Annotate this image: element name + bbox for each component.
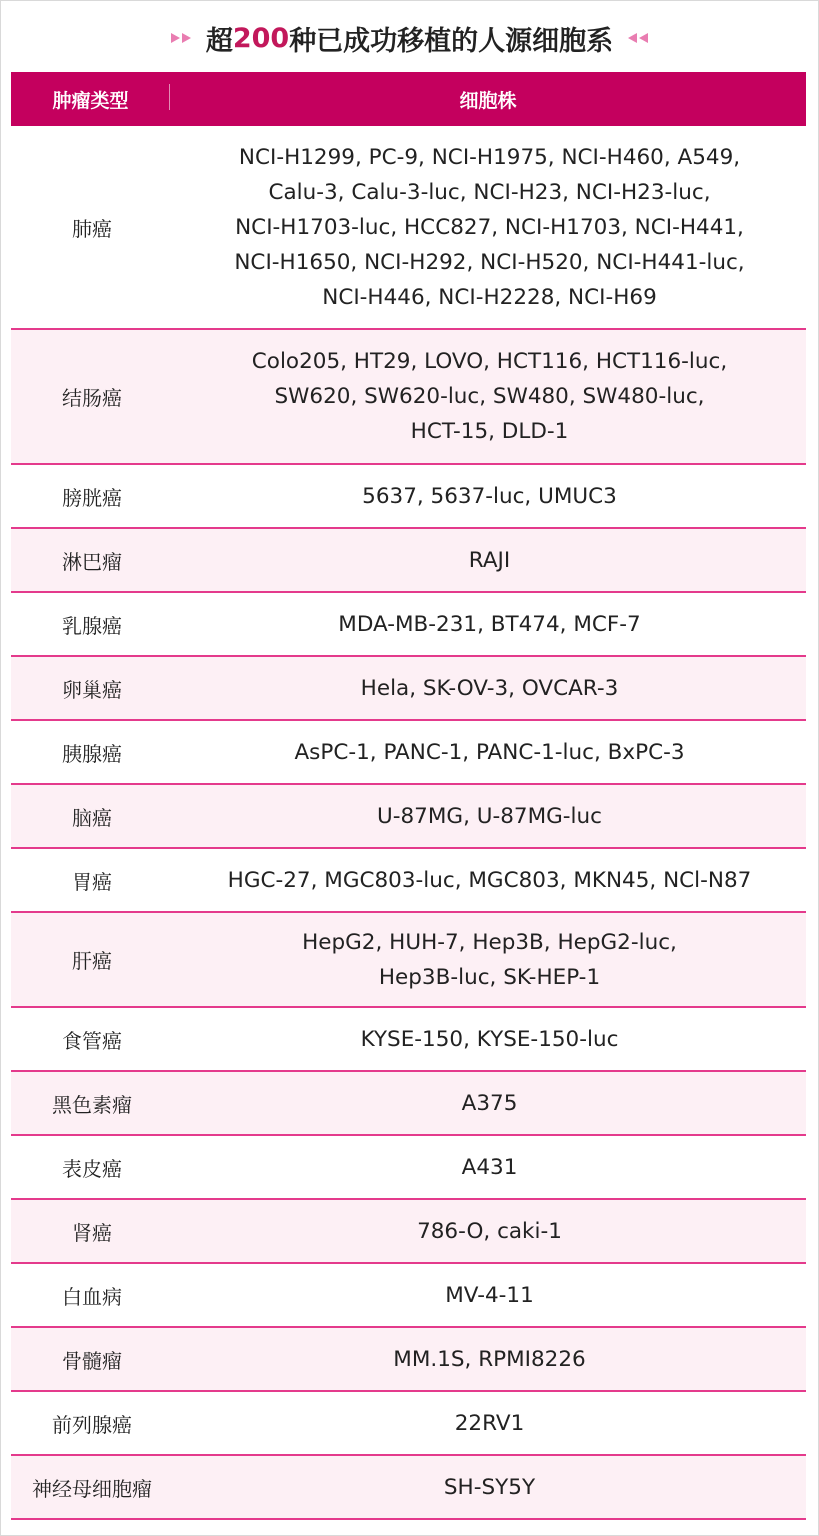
tumor-type-cell: 脑癌 — [72, 805, 112, 830]
cell-lines-cell: MM.1S, RPMI8226 — [393, 1346, 586, 1372]
tumor-type-cell: 肝癌 — [72, 949, 112, 973]
table-row — [11, 1072, 806, 1136]
cell-lines-cell: A375 — [461, 1090, 518, 1116]
double-right-triangle-icon — [170, 33, 192, 43]
table-row — [11, 913, 806, 1008]
tumor-type-cell: 黑色素瘤 — [52, 1092, 132, 1117]
tumor-type-cell: 前列腺癌 — [52, 1412, 132, 1437]
tumor-type-cell: 结肠癌 — [62, 386, 122, 410]
header-tumor-type: 肿瘤类型 — [11, 86, 170, 113]
title-highlight: 200 — [232, 22, 290, 54]
table-row — [11, 849, 806, 913]
cell-lines-cell: Colo205, HT29, LOVO, HCT116, HCT116-luc, SW620, SW620-luc, SW480, SW480-luc, HCT-15, DLD-1 — [251, 349, 728, 444]
table-header — [11, 72, 806, 126]
double-left-triangle-icon — [627, 33, 649, 43]
cell-lines-cell: MV-4-11 — [445, 1282, 534, 1308]
table-row — [11, 785, 806, 849]
cell-lines-cell: Hela, SK-OV-3, OVCAR-3 — [360, 675, 619, 701]
header-cell-lines: 细胞株 — [459, 89, 517, 112]
table-row — [11, 1328, 806, 1392]
cell-lines-cell: MDA-MB-231, BT474, MCF-7 — [338, 611, 641, 637]
table-row — [11, 1200, 806, 1264]
table-row — [11, 593, 806, 657]
table-row — [11, 126, 806, 330]
cell-lines-cell: HepG2, HUH-7, Hep3B, HepG2-luc, Hep3B-luc, SK-HEP-1 — [302, 929, 677, 990]
tumor-type-cell: 表皮癌 — [62, 1156, 122, 1181]
table-row — [11, 1136, 806, 1200]
tumor-type-cell: 骨髓瘤 — [62, 1348, 122, 1373]
table-row — [11, 465, 806, 529]
cell-lines-cell: KYSE-150, KYSE-150-luc — [360, 1026, 619, 1052]
tumor-type-cell: 胃癌 — [72, 869, 112, 894]
tumor-type-cell: 神经母细胞瘤 — [32, 1476, 152, 1501]
cell-lines-cell: NCI-H1299, PC-9, NCI-H1975, NCI-H460, A549, Calu-3, Calu-3-luc, NCI-H23, NCI-H23-luc, NCI-H1703-luc, HCC827, NCI-H1703, NCI-H441, NCI-H1650, NCI-H292, NCI-H520, NCI-H441-luc, NCI-H446, NCI-H2228, NCI-H69 — [234, 144, 745, 310]
cell-lines-cell: 5637, 5637-luc, UMUC3 — [362, 483, 617, 509]
cell-lines-cell: U-87MG, U-87MG-luc — [377, 803, 602, 829]
table-row — [11, 657, 806, 721]
cell-lines-cell: A431 — [461, 1154, 518, 1180]
table-body — [11, 126, 806, 1520]
cell-lines-cell: AsPC-1, PANC-1, PANC-1-luc, BxPC-3 — [294, 739, 685, 765]
tumor-type-cell: 胰腺癌 — [62, 741, 122, 766]
cell-lines-cell: 786-O, caki-1 — [417, 1218, 562, 1244]
cell-lines-cell: RAJI — [468, 547, 511, 573]
tumor-type-cell: 淋巴瘤 — [62, 549, 122, 574]
cell-line-table — [11, 72, 806, 1520]
table-row — [11, 1456, 806, 1520]
cell-lines-cell: HGC-27, MGC803-luc, MGC803, MKN45, NCl-N87 — [227, 867, 752, 893]
table-row — [11, 1264, 806, 1328]
table-row — [11, 1392, 806, 1456]
title-prefix: 超 — [205, 25, 233, 57]
table-row — [11, 330, 806, 465]
tumor-type-cell: 肺癌 — [72, 216, 112, 241]
page-title — [0, 12, 819, 64]
tumor-type-cell: 卵巢癌 — [62, 677, 122, 702]
table-row — [11, 721, 806, 785]
tumor-type-cell: 白血病 — [62, 1284, 122, 1309]
cell-lines-cell: 22RV1 — [454, 1410, 525, 1436]
tumor-type-cell: 膀胱癌 — [62, 485, 122, 510]
table-row — [11, 529, 806, 593]
title-rest: 种已成功移植的人源细胞系 — [289, 25, 614, 57]
table-row — [11, 1008, 806, 1072]
tumor-type-cell: 乳腺癌 — [62, 613, 122, 638]
tumor-type-cell: 肾癌 — [72, 1220, 112, 1245]
tumor-type-cell: 食管癌 — [62, 1028, 122, 1053]
cell-lines-cell: SH-SY5Y — [443, 1474, 536, 1500]
